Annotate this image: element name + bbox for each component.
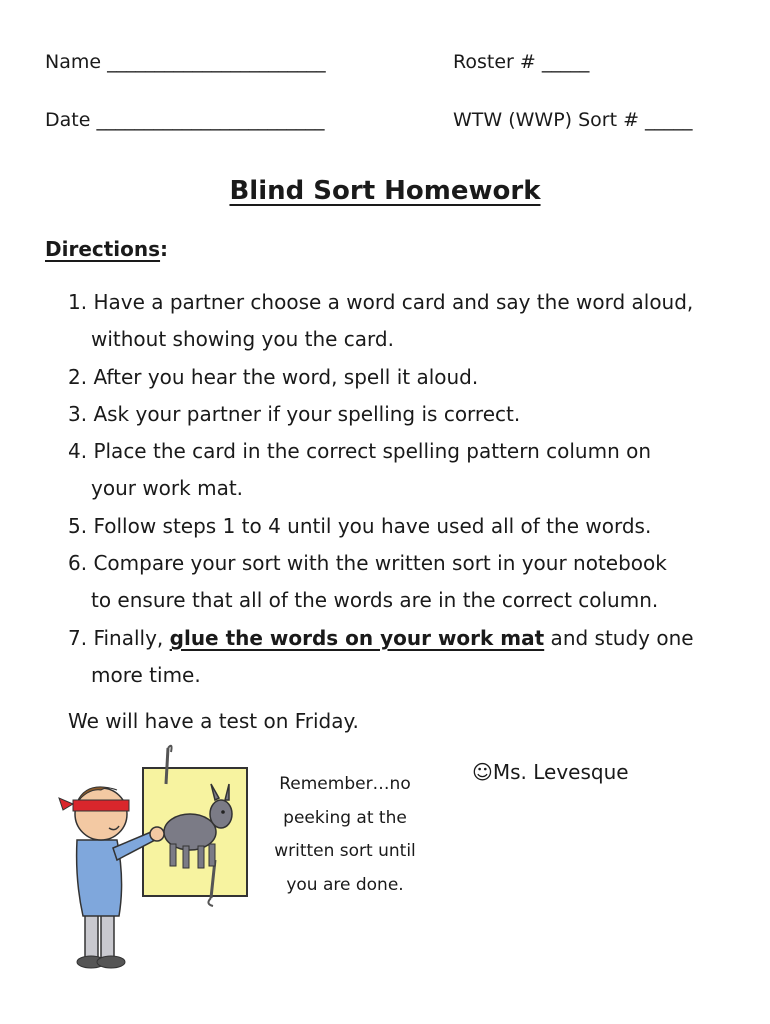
step-4-line2: your work mat. (91, 476, 244, 501)
step-1-line2: without showing you the card. (91, 327, 394, 352)
step-2 (68, 359, 748, 396)
directions-list (68, 284, 748, 694)
roster-field: Roster # _____ (453, 51, 590, 73)
step-4 (68, 433, 748, 508)
step-5 (68, 508, 748, 545)
step-4-line1: 4. Place the card in the correct spelling pattern column on (68, 439, 652, 464)
blindfolded-child-pin-the-tail-on-donkey-icon (55, 740, 265, 975)
name-field: Name _______________________ (45, 51, 326, 73)
step-6-line2: to ensure that all of the words are in the correct column. (91, 588, 659, 613)
step-5-line1: 5. Follow steps 1 to 4 until you have used all of the words. (68, 513, 652, 538)
reminder-note (255, 768, 435, 902)
step-3-line1: 3. Ask your partner if your spelling is correct. (68, 401, 521, 426)
step-6-line1: 6. Compare your sort with the written sort in your notebook (68, 551, 667, 576)
reminder-line-2: peeking at the (283, 807, 407, 828)
sort-number-field: WTW (WWP) Sort # _____ (453, 109, 693, 131)
step-1-line1: 1. Have a partner choose a word card and say the word aloud, (68, 290, 694, 314)
step-7-line1-post: and study one (544, 625, 694, 650)
step-6 (68, 545, 748, 620)
step-3 (68, 396, 748, 433)
reminder-line-3: written sort until (274, 841, 416, 861)
step-7-line2: more time. (91, 662, 201, 687)
directions-label: Directions (45, 237, 161, 261)
date-field: Date ________________________ (45, 109, 325, 131)
directions-heading (45, 237, 168, 261)
step-7 (68, 620, 748, 695)
reminder-line-1: Remember…no (279, 774, 411, 794)
test-note: We will have a test on Friday. (68, 709, 359, 733)
step-7-line1-pre: 7. Finally, (68, 625, 170, 650)
step-2-line1: 2. After you hear the word, spell it aloud. (68, 364, 479, 389)
page-title: Blind Sort Homework (229, 176, 541, 206)
step-1 (68, 284, 748, 359)
teacher-signoff: ☺Ms. Levesque (472, 760, 629, 784)
reminder-line-4: you are done. (286, 874, 404, 895)
step-7-emphasis: glue the words on your work mat (169, 625, 545, 650)
directions-colon: : (160, 237, 169, 261)
